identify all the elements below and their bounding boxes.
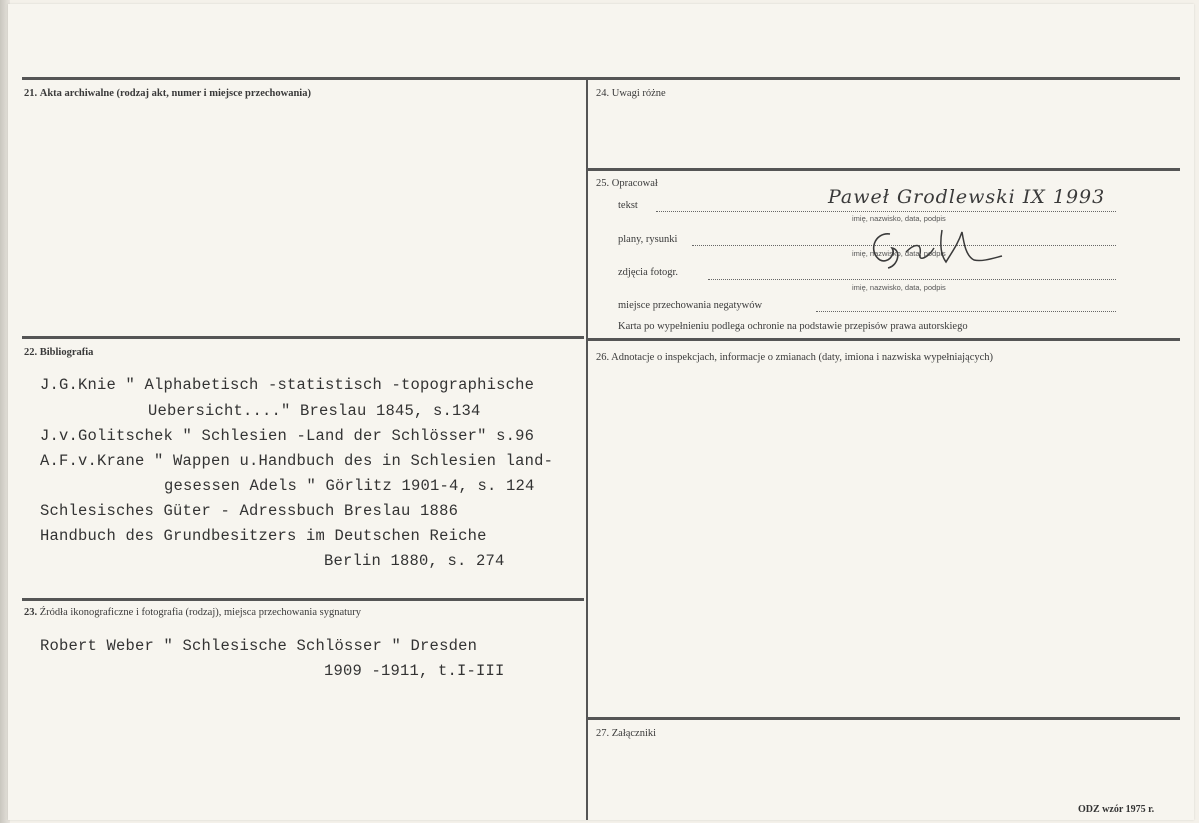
section-26-label: 26. Adnotacje o inspekcjach, informacje o zmianach (daty, imiona i nazwiska wypełniających) [596, 352, 994, 363]
bibliography-line-2: Uebersicht...." Breslau 1845, s.134 [148, 402, 481, 420]
row-zdjecia-label: zdjęcia fotogr. [618, 267, 679, 278]
bibliography-line-7: Handbuch des Grundbesitzers im Deutschen Reiche [40, 527, 487, 545]
bibliography-line-5: gesessen Adels " Görlitz 1901-4, s. 124 [164, 477, 535, 495]
row-tekst-line [656, 211, 1116, 212]
form-footer: ODZ wzór 1975 r. [1078, 804, 1155, 815]
bibliography-line-1: J.G.Knie " Alphabetisch -statistisch -topographische [40, 376, 535, 394]
section-21-label: 21. Akta archiwalne (rodzaj akt, numer i miejsce przechowania) [24, 88, 311, 99]
iconography-line-1: Robert Weber " Schlesische Schlösser " Dresden [40, 637, 478, 655]
row-negatywy-label: miejsce przechowania negatywów [618, 300, 763, 311]
row-tekst-label: tekst [618, 200, 638, 211]
section-27-label: 27. Załączniki [596, 728, 657, 739]
row-plany-label: plany, rysunki [618, 234, 678, 245]
top-rule [22, 77, 1180, 80]
section-23-label: 23. Źródła ikonograficzne i fotografia (rodzaj), miejsca przechowania sygnatury [24, 607, 362, 618]
handwritten-signature [862, 222, 1012, 270]
bibliography-line-6: Schlesisches Güter - Adressbuch Breslau 1886 [40, 502, 459, 520]
section-27-rule [588, 717, 1180, 720]
section-25-label: 25. Opracował [596, 178, 658, 189]
row-zdjecia-line [708, 279, 1116, 280]
bibliography-line-4: A.F.v.Krane " Wappen u.Handbuch des in Schlesien land- [40, 452, 554, 470]
column-divider [586, 77, 588, 820]
bibliography-line-8: Berlin 1880, s. 274 [324, 552, 505, 570]
section-25-rule [588, 168, 1180, 171]
row-tekst-caption: imię, nazwisko, data, podpis [852, 214, 946, 223]
bibliography-line-3: J.v.Golitschek " Schlesien -Land der Schlösser" s.96 [40, 427, 535, 445]
section-24-label: 24. Uwagi różne [596, 88, 666, 99]
section-23-rule [22, 598, 584, 601]
row-zdjecia-caption: imię, nazwisko, data, podpis [852, 283, 946, 292]
row-plany-caption: imię, nazwisko, data, podpis [852, 249, 946, 258]
section-22-label: 22. Bibliografia [24, 347, 94, 358]
row-negatywy-line [816, 311, 1116, 312]
section-22-rule [22, 336, 584, 339]
author-signature: Paweł Grodlewski IX 1993 [828, 186, 1106, 208]
copyright-note: Karta po wypełnieniu podlega ochronie na podstawie przepisów prawa autorskiego [618, 321, 968, 332]
iconography-line-2: 1909 -1911, t.I-III [324, 662, 505, 680]
section-26-rule [588, 338, 1180, 341]
